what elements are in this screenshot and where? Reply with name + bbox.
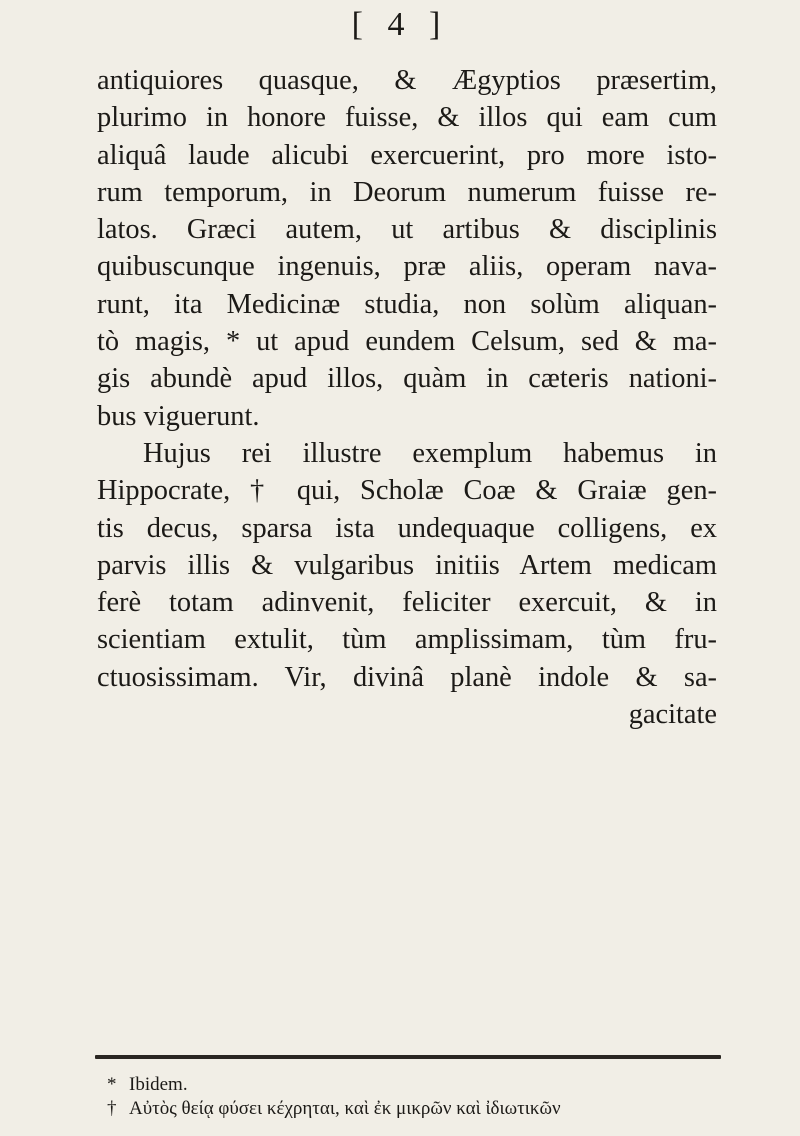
catchword: gacitate: [628, 699, 717, 731]
footnote-mark: *: [107, 1074, 117, 1095]
text-line: ctuosissimam. Vir, divinâ planè indole & sa-: [97, 661, 717, 693]
footnote: [97, 1073, 721, 1097]
text-line: Hippocrate, † qui, Scholæ Coæ & Graiæ gen-: [97, 475, 717, 507]
text-line: rum temporum, in Deorum numerum fuisse re-: [97, 176, 717, 208]
footnote-mark: †: [107, 1098, 117, 1119]
footnote-rule: [95, 1055, 721, 1059]
footnote-text: Ibidem.: [129, 1074, 188, 1095]
text-line: plurimo in honore fuisse, & illos qui eam cum: [97, 102, 717, 134]
body-text: [97, 62, 717, 733]
text-line: tò magis, * ut apud eundem Celsum, sed & ma-: [97, 326, 717, 358]
text-line: antiquiores quasque, & Ægyptios præsertim,: [97, 65, 717, 96]
text-line: runt, ita Medicinæ studia, non solùm aliquan-: [97, 288, 717, 320]
text-line: aliquâ laude alicubi exercuerint, pro more isto-: [97, 139, 717, 171]
text-line: latos. Græci autem, ut artibus & disciplinis: [97, 214, 717, 246]
footnote-text: Αὐτὸς θείᾳ φύσει κέχρηται, καὶ ἐκ μικρῶν καὶ ἰδιωτικῶν: [129, 1098, 561, 1119]
page-number: [ 4 ]: [351, 6, 449, 43]
text-line: scientiam extulit, tùm amplissimam, tùm fru-: [97, 624, 717, 656]
text-line: parvis illis & vulgaribus initiis Artem medicam: [97, 549, 717, 581]
footnotes: [97, 1073, 721, 1121]
text-line: Hujus rei illustre exemplum habemus in: [143, 437, 717, 469]
text-line: quibuscunque ingenuis, præ aliis, operam nava-: [97, 251, 717, 283]
text-line: tis decus, sparsa ista undequaque colligens, ex: [97, 512, 717, 544]
text-line: gis abundè apud illos, quàm in cæteris nationi-: [97, 363, 717, 395]
footnote: [97, 1097, 721, 1121]
text-line: bus viguerunt.: [97, 400, 260, 432]
text-line: ferè totam adinvenit, feliciter exercuit, & in: [97, 587, 717, 619]
